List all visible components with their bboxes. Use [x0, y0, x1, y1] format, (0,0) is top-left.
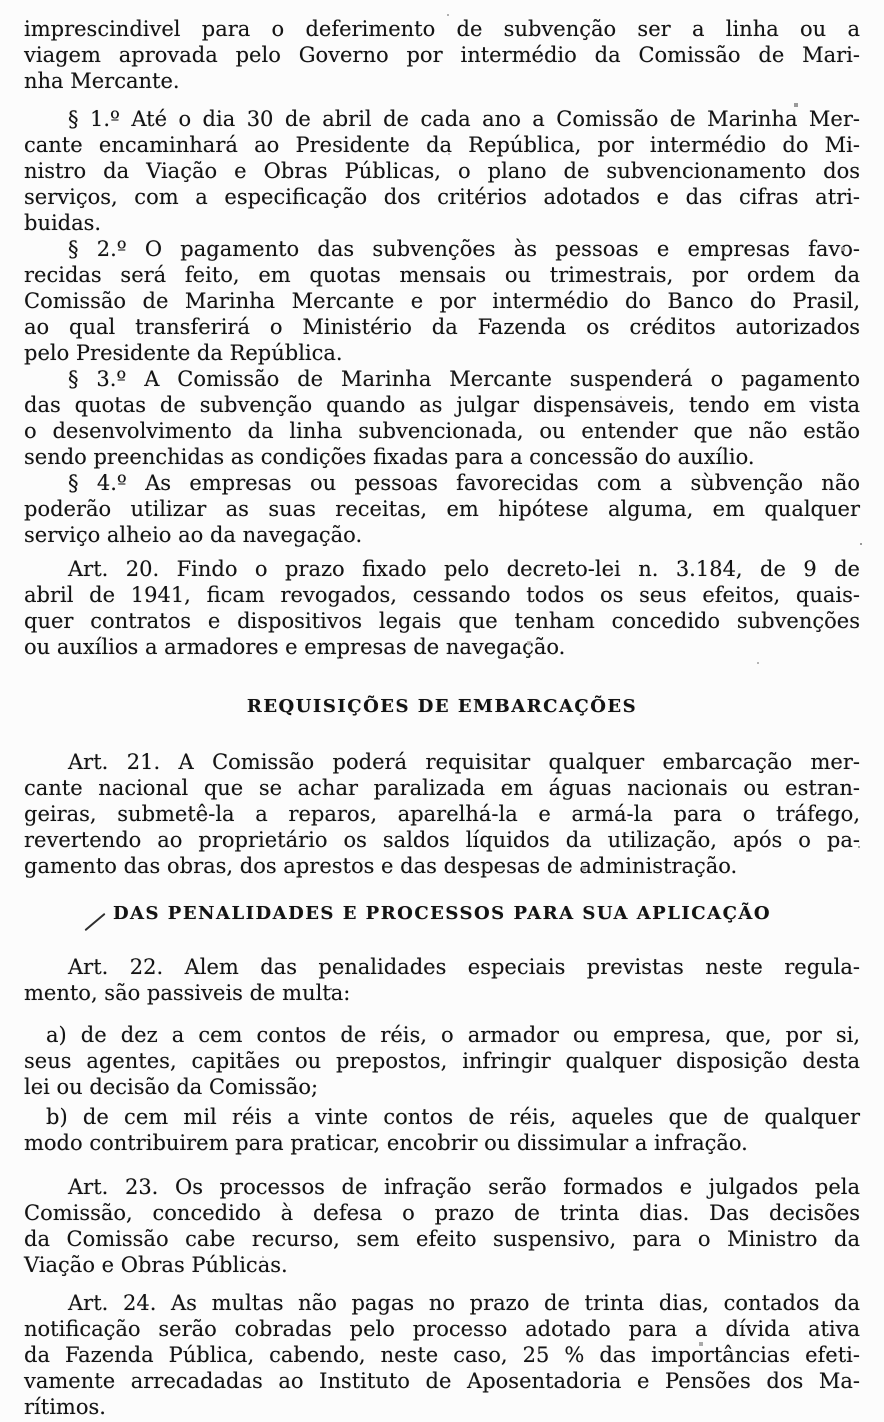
paragraph-continuation: imprescindivel para o deferimento de subvenção ser a linha ou a viagem aprovada pelo Governo por intermédio da Comissão de Mari- nha Mercante. [24, 17, 860, 93]
section-heading-das-penalidades: DAS PENALIDADES E PROCESSOS PARA SUA APLICAÇÃO [112, 903, 772, 924]
paragraph-article-22: Art. 22. Alem das penalidades especiais previstas neste regula- mento, são passiveis de multa: [24, 955, 860, 1005]
section-heading-requisicoes-de-embarcacoes: REQUISIÇÕES DE EMBARCAÇÕES [246, 696, 638, 717]
paragraph-section-4: § 4.º As empresas ou pessoas favorecidas com a sùbvenção não poderão utilizar as suas receitas, em hipótese alguma, em qualquer serviço alheio ao da navegação. [24, 471, 860, 547]
paragraph-article-24: Art. 24. As multas não pagas no prazo de trinta dias, contados da notificação serão cobradas pelo processo adotado para a dívida ativa da Fazenda Pública, cabendo, neste caso, 25 % das importâncias efeti- vamente arrecadadas ao Instituto de Aposentadoria e Pensões dos Ma- rítimos. [24, 1291, 860, 1419]
paragraph-section-3: § 3.º A Comissão de Marinha Mercante suspenderá o pagamento das quotas de subvenção quando as julgar dispensaveis, tendo em vista o desenvolvimento da linha subvencionada, ou entender que não estão sendo preenchidas as condições fixadas para a concessão do auxílio. [24, 367, 860, 469]
list-item-b: b) de cem mil réis a vinte contos de réis, aqueles que de qualquer modo contribuirem para praticar, encobrir ou dissimular a infração. [24, 1105, 860, 1155]
paragraph-section-1: § 1.º Até o dia 30 de abril de cada ano a Comissão de Marinha Mer- cante encaminhará ao Presidente da República, por intermédio do Mi- nistro da Viação e Obras Públicas, o plano de subvencionamento dos serviços, com a especificação dos critérios adotados e das cifras atri- buidas. [24, 107, 860, 235]
paragraph-article-20: Art. 20. Findo o prazo fixado pelo decreto-lei n. 3.184, de 9 de abril de 1941, ficam revogados, cessando todos os seus efeitos, quais- quer contratos e dispositivos legais que tenham concedido subvenções ou auxílios a armadores e empresas de navegação. [24, 557, 860, 659]
paragraph-article-21: Art. 21. A Comissão poderá requisitar qualquer embarcação mer- cante nacional que se achar paralizada em águas nacionais ou estran- geiras, submetê-la a reparos, aparelhá-la e armá-la para o tráfego, revertendo ao proprietário os saldos líquidos da utilização, após o pa- gamento das obras, dos aprestos e das despesas de administração. [24, 750, 860, 878]
paragraph-article-23: Art. 23. Os processos de infração serão formados e julgados pela Comissão, concedido à defesa o prazo de trinta dias. Das decisões da Comissão cabe recurso, sem efeito suspensivo, para o Ministro da Viação e Obras Públicas. [24, 1175, 860, 1277]
list-item-a: a) de dez a cem contos de réis, o armador ou empresa, que, por si, seus agentes, capitães ou prepostos, infringir qualquer disposição desta lei ou decisão da Comissão; [24, 1023, 860, 1099]
scan-speckle-artifacts [0, 0, 2, 2]
paragraph-section-2: § 2.º O pagamento das subvenções às pessoas e empresas favo- recidas será feito, em quotas mensais ou trimestrais, por ordem da Comissão de Marinha Mercante e por intermédio do Banco do Prasil, ao qual transferirá o Ministério da Fazenda os créditos autorizados pelo Presidente da República. [24, 237, 860, 365]
